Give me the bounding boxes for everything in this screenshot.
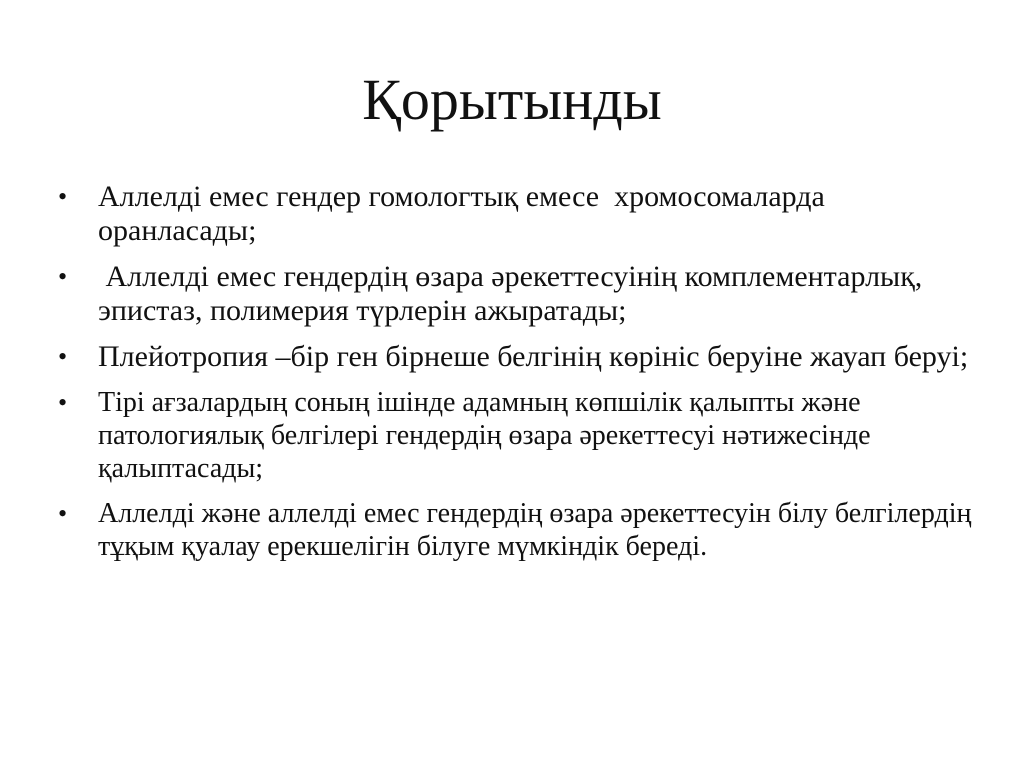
- bullet-item: [58, 260, 978, 328]
- bullet-marker: •: [58, 342, 68, 371]
- slide-title: Қорытынды: [362, 67, 662, 132]
- bullet-marker: •: [58, 388, 68, 417]
- bullet-item: [58, 340, 978, 374]
- bullet-item: [58, 497, 978, 563]
- bullet-text: Плейотропия –бір ген бірнеше белгінің көрініс беруіне жауап беруі;: [98, 340, 969, 373]
- bullet-item: [58, 180, 978, 248]
- bullet-list: [58, 180, 978, 575]
- bullet-text: Тірі ағзалардың соның ішінде адамның көпшілік қалыпты және патологиялық белгілері гендердің өзара әрекеттесуі нәтижесінде қалыптасады;: [98, 387, 871, 484]
- bullet-text: Аллелді емес гендердің өзара әрекеттесуінің комплементарлық, эпистаз, полимерия түрлерін ажыратады;: [98, 260, 930, 327]
- bullet-text: Аллелді және аллелді емес гендердің өзара әрекеттесуін білу белгілердің тұқым қуалау ерекшелігін білуге мүмкіндік береді.: [98, 498, 972, 562]
- bullet-text: Аллелді емес гендер гомологтық емесе хромосомаларда оранласады;: [98, 180, 833, 247]
- bullet-item: [58, 386, 978, 485]
- bullet-marker: •: [58, 499, 68, 528]
- bullet-marker: •: [58, 262, 68, 291]
- bullet-marker: •: [58, 182, 68, 211]
